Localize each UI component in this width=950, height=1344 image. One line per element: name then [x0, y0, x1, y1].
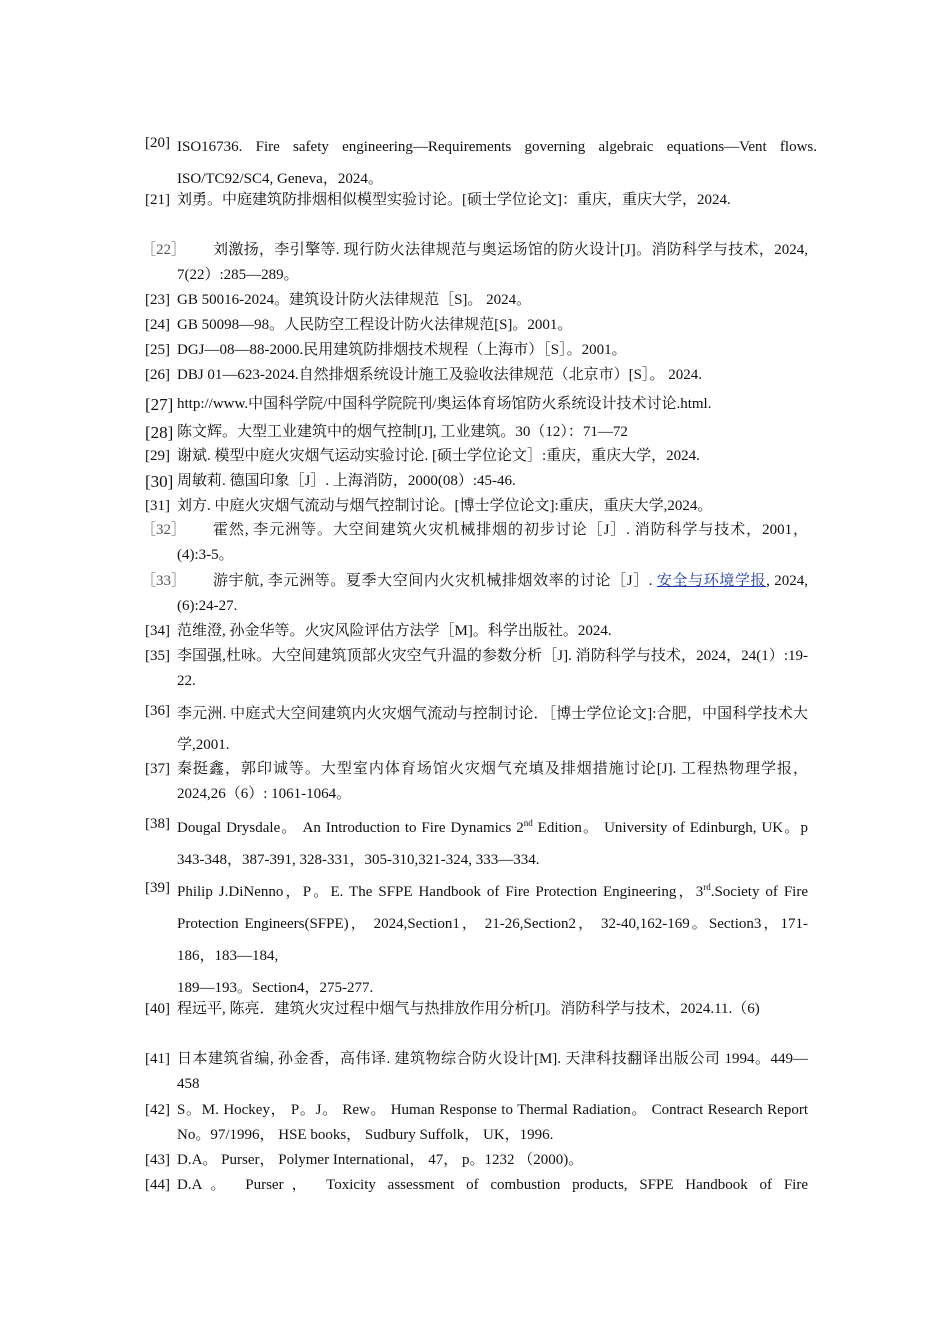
reference-28 [145, 420, 808, 445]
reference-text: Philip J.DiNenno，P。E. The SFPE Handbook of Fire Protection Engineering，3rd.Society of Fire Protection Engineers(SFPE)， 2024,Section1， 21-26,Section2， 32-40,162-169。Section3，171-186，183—184, 189—193。Section4，275-277. [177, 882, 809, 996]
reference-32 [141, 518, 808, 568]
reference-38 [145, 812, 808, 876]
reference-21 [145, 188, 808, 213]
reference-number: [44] [145, 1177, 170, 1193]
reference-number: ［22］ [141, 242, 187, 258]
reference-number: [30] [145, 472, 174, 491]
reference-text: 周敏莉. 德国印象［J］. 上海消防，2000(08）:45-46. [177, 473, 516, 489]
reference-text: 秦挺鑫，郭印诚等。大型室内体育场馆火灾烟气充填及排烟措施讨论[J]. 工程热物理学报，2024,26（6）: 1061-1064。 [177, 761, 808, 802]
reference-number: [21] [145, 192, 170, 208]
reference-40 [145, 997, 808, 1022]
reference-number: [28] [145, 423, 174, 442]
reference-number: [20] [145, 135, 170, 151]
reference-number: [42] [145, 1102, 170, 1118]
reference-text: 范维澄, 孙金华等。火灾风险评估方法学［M]。科学出版社。2024. [177, 623, 612, 639]
reference-text: http://www.中国科学院/中国科学院院刊/奥运体育场馆防火系统设计技术讨论.html. [177, 396, 712, 412]
reference-text: S。M. Hockey， P。J。 Rew。 Human Response to Thermal Radiation。 Contract Research Report No。97/1996， HSE books， Sudbury Suffolk， UK，1996. [177, 1102, 808, 1143]
reference-text: 程远平, 陈亮．建筑火灾过程中烟气与热排放作用分析[J]。消防科学与技术，2024.11.（6) [177, 1001, 760, 1017]
reference-42 [145, 1098, 808, 1148]
reference-23 [145, 288, 808, 313]
reference-26 [145, 363, 808, 388]
reference-number: [24] [145, 317, 170, 333]
reference-text: 刘激扬，李引擎等. 现行防火法律规范与奥运场馆的防火设计[J]。消防科学与技术，2024, 7(22）:285—289。 [177, 242, 808, 283]
reference-24 [145, 313, 808, 338]
reference-37 [145, 757, 808, 807]
reference-number: ［32］ [141, 522, 187, 538]
reference-number: [25] [145, 342, 170, 358]
reference-35 [145, 644, 808, 694]
reference-number: [23] [145, 292, 170, 308]
reference-number: [39] [145, 880, 170, 896]
reference-36 [145, 699, 808, 761]
reference-43 [145, 1148, 808, 1173]
reference-number: [36] [145, 703, 170, 719]
reference-text [145, 569, 808, 619]
reference-number: [41] [145, 1051, 170, 1067]
reference-20 [145, 131, 817, 195]
reference-25 [145, 338, 808, 363]
reference-number: [34] [145, 623, 170, 639]
reference-34 [145, 619, 808, 644]
reference-text: 陈文辉。大型工业建筑中的烟气控制[J], 工业建筑。30（12）：71—72 [177, 424, 628, 440]
reference-text: GB 50016-2024。建筑设计防火法律规范［S]。 2024。 [177, 292, 532, 308]
reference-number: [40] [145, 1001, 170, 1017]
reference-number: [37] [145, 761, 170, 777]
reference-text: 刘勇。中庭建筑防排烟相似模型实验讨论。[硕士学位论文]：重庆，重庆大学，2024. [177, 192, 731, 208]
reference-text: Dougal Drysdale。 An Introduction to Fire Dynamics 2nd Edition。 University of Edinburgh, UK。p 343-348，387-391, 328-331，305-310,321-324, 333—334. [177, 818, 808, 868]
reference-33 [141, 569, 808, 619]
reference-30 [145, 469, 808, 494]
reference-text-lead: 游宇航, 李元洲等。夏季大空间内火灾机械排烟效率的讨论［J］. [213, 573, 657, 589]
reference-number: [31] [145, 498, 170, 514]
reference-39 [145, 876, 808, 1004]
reference-number: [38] [145, 816, 170, 832]
reference-number: [29] [145, 448, 170, 464]
reference-text: 李国强,杜咏。大空间建筑顶部火灾空气升温的参数分析［J]. 消防科学与技术，2024，24(1）:19-22. [177, 648, 808, 689]
reference-text: D.A。 Purser， Polymer International， 47， p。1232 （2000)。 [177, 1152, 584, 1168]
reference-29 [145, 444, 808, 469]
reference-text: 霍然, 李元洲等。大空间建筑火灾机械排烟的初步讨论［J］. 消防科学与技术，2001， (4):3-5。 [177, 522, 808, 563]
reference-31 [145, 494, 808, 519]
reference-text: ISO16736. Fire safety engineering—Requirements governing algebraic equations—Vent flows. ISO/TC92/SC4, Geneva，2024。 [177, 139, 817, 187]
reference-text: DGJ—08—88-2000.民用建筑防排烟技术规程（上海市）［S］。2001。 [177, 342, 627, 358]
reference-text: D.A。 Purser， Toxicity assessment of combustion products, SFPE Handbook of Fire [177, 1177, 808, 1193]
reference-text: GB 50098—98。人民防空工程设计防火法律规范[S]。2001。 [177, 317, 573, 333]
reference-44 [145, 1173, 808, 1198]
reference-27 [145, 392, 808, 417]
reference-41 [145, 1047, 808, 1097]
reference-number: ［33］ [141, 573, 187, 589]
reference-number: [35] [145, 648, 170, 664]
reference-text: 李元洲. 中庭式大空间建筑内火灾烟气流动与控制讨论．［博士学位论文]:合肥，中国科学技术大学,2001. [177, 706, 808, 753]
reference-text: 刘方. 中庭火灾烟气流动与烟气控制讨论。[博士学位论文]:重庆，重庆大学,2024。 [177, 498, 713, 514]
reference-text: 谢斌. 模型中庭火灾烟气运动实验讨论. [硕士学位论文］:重庆，重庆大学，2024. [177, 448, 700, 464]
reference-text: DBJ 01—623-2024.自然排烟系统设计施工及验收法律规范（北京市）[S］。 2024. [177, 367, 703, 383]
reference-text: 日本建筑省编, 孙金香，高伟译. 建筑物综合防火设计[M]. 天津科技翻译出版公司 1994。449—458 [177, 1051, 808, 1092]
reference-number: [26] [145, 367, 170, 383]
reference-22 [141, 238, 808, 288]
journal-link[interactable]: 安全与环境学报 [656, 573, 767, 589]
reference-number: [43] [145, 1152, 170, 1168]
reference-number: [27] [145, 395, 174, 414]
reference-text-tail: , 2024, (6):24-27. [177, 573, 808, 614]
